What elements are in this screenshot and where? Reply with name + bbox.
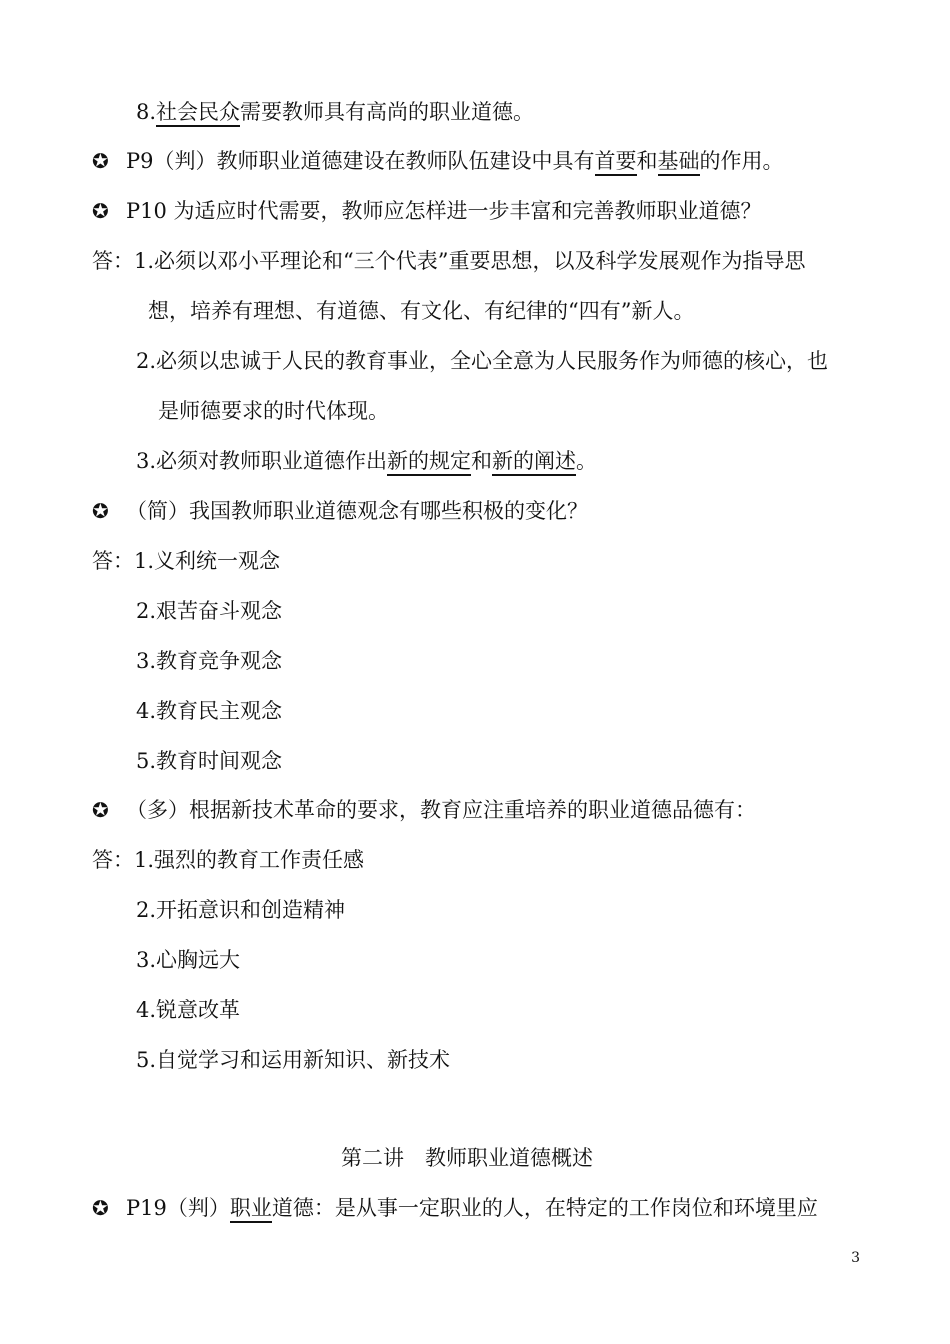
underlined-term: 首要 bbox=[595, 149, 637, 176]
answer-line: 5.教育时间观念 bbox=[136, 749, 283, 773]
question-line: ✪ （简）我国教师职业道德观念有哪些积极的变化？ bbox=[92, 496, 588, 526]
underlined-term: 新的规定 bbox=[387, 449, 471, 476]
answer-line: 3.教育竞争观念 bbox=[136, 649, 283, 673]
answer-line: 答：1.必须以邓小平理论和“三个代表”重要思想，以及科学发展观作为指导思 bbox=[92, 249, 806, 273]
question-line: ✪ P19（判）职业道德：是从事一定职业的人，在特定的工作岗位和环境里应 bbox=[92, 1193, 818, 1223]
underlined-term: 职业 bbox=[230, 1196, 272, 1223]
page-number: 3 bbox=[851, 1250, 860, 1266]
star-icon: ✪ bbox=[92, 149, 109, 173]
underlined-term: 新的阐述 bbox=[492, 449, 576, 476]
answer-line: 4.教育民主观念 bbox=[136, 699, 283, 723]
star-icon: ✪ bbox=[92, 1196, 109, 1220]
answer-line: 5.自觉学习和运用新知识、新技术 bbox=[136, 1048, 451, 1072]
answer-line: 2.艰苦奋斗观念 bbox=[136, 599, 283, 623]
answer-line: 2.开拓意识和创造精神 bbox=[136, 898, 346, 922]
answer-line: 答：1.义利统一观念 bbox=[92, 549, 281, 573]
question-line: ✪ P10 为适应时代需要，教师应怎样进一步丰富和完善教师职业道德？ bbox=[92, 196, 762, 226]
answer-line: 答：1.强烈的教育工作责任感 bbox=[92, 848, 365, 872]
underlined-term: 基础 bbox=[658, 149, 700, 176]
answer-line: 2.必须以忠诚于人民的教育事业，全心全意为人民服务作为师德的核心，也 bbox=[136, 349, 829, 373]
section-heading: 第二讲 教师职业道德概述 bbox=[341, 1146, 593, 1170]
answer-line: 是师德要求的时代体现。 bbox=[158, 399, 389, 423]
star-icon: ✪ bbox=[92, 499, 109, 523]
question-line: ✪ P9（判）教师职业道德建设在教师队伍建设中具有首要和基础的作用。 bbox=[92, 146, 784, 176]
text-line: 8.社会民众需要教师具有高尚的职业道德。 bbox=[136, 97, 534, 127]
underlined-term: 社会民众 bbox=[156, 100, 240, 127]
question-line: ✪ （多）根据新技术革命的要求，教育应注重培养的职业道德品德有： bbox=[92, 795, 756, 825]
star-icon: ✪ bbox=[92, 199, 109, 223]
answer-line: 3.心胸远大 bbox=[136, 948, 241, 972]
answer-line: 3.必须对教师职业道德作出新的规定和新的阐述。 bbox=[136, 446, 597, 476]
answer-line: 4.锐意改革 bbox=[136, 998, 241, 1022]
answer-line: 想，培养有理想、有道德、有文化、有纪律的“四有”新人。 bbox=[148, 299, 695, 323]
star-icon: ✪ bbox=[92, 798, 109, 822]
